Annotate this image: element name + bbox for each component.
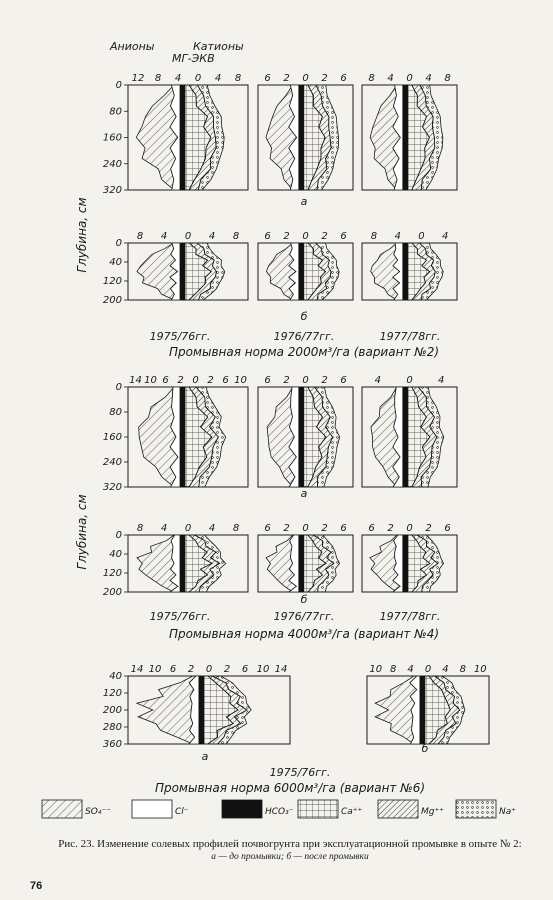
header-cations: Катионы xyxy=(193,40,244,53)
caption-main: Рис. 23. Изменение солевых профилей почвогрунта при эксплуатационной промывке в опыте № 2: xyxy=(58,838,522,850)
so4-area xyxy=(137,243,178,300)
axis-tick-label: 2 xyxy=(283,523,290,534)
year-label: 1976/77гг. xyxy=(273,610,335,623)
axis-tick-label: 2 xyxy=(321,73,328,84)
axis-tick-label: 10 xyxy=(473,664,487,675)
profile-panel xyxy=(258,73,353,190)
axis-tick-label: 6 xyxy=(368,523,375,534)
wash-norm-label: Промывная норма 2000м³/га (вариант №2) xyxy=(168,345,440,359)
depth-tick-label: 200 xyxy=(102,587,122,598)
hco3-band xyxy=(403,85,408,190)
profile-panel xyxy=(362,523,457,592)
axis-tick-label: 10 xyxy=(148,664,162,675)
axis-tick-label: 0 xyxy=(302,375,309,386)
header-units: МГ-ЭКВ xyxy=(172,52,215,65)
subfigure-label-a: а xyxy=(300,195,308,208)
axis-tick-label: 0 xyxy=(302,523,309,534)
axis-tick-label: 2 xyxy=(283,73,290,84)
axis-tick-label: 10 xyxy=(144,375,157,386)
year-label: 1975/76гг. xyxy=(149,330,211,343)
profile-panel xyxy=(362,231,457,300)
axis-tick-label: 4 xyxy=(387,73,394,84)
depth-tick-label: 160 xyxy=(102,132,122,144)
depth-tick-label: 0 xyxy=(115,80,122,91)
subfigure-label-a: а xyxy=(300,487,308,500)
hco3-band xyxy=(299,387,304,487)
depth-tick-label: 280 xyxy=(102,722,122,733)
depth-tick-label: 320 xyxy=(102,185,122,196)
profile-panel xyxy=(128,73,248,190)
depth-tick-label: 40 xyxy=(109,549,122,560)
axis-tick-label: 0 xyxy=(406,375,413,386)
axis-tick-label: 12 xyxy=(131,73,145,84)
axis-tick-label: 2 xyxy=(425,523,432,534)
axis-tick-label: 6 xyxy=(340,73,347,84)
subfigure-label-b: б xyxy=(300,310,308,323)
axis-tick-label: 2 xyxy=(207,375,214,386)
figure-caption xyxy=(40,838,540,864)
axis-tick-label: 8 xyxy=(232,231,240,242)
hco3-band xyxy=(180,535,185,592)
axis-tick-label: 2 xyxy=(187,664,195,675)
axis-tick-label: 4 xyxy=(214,73,222,84)
wash-norm-label: Промывная норма 6000м³/га (вариант №6) xyxy=(154,781,426,795)
axis-tick-label: 6 xyxy=(241,664,249,675)
axis-tick-label: 10 xyxy=(234,375,247,386)
depth-tick-label: 80 xyxy=(109,407,122,418)
legend-swatch-mg xyxy=(378,800,418,818)
axis-tick-label: 0 xyxy=(302,73,309,84)
year-label: 1975/76гг. xyxy=(149,610,211,623)
axis-tick-label: 8 xyxy=(154,73,162,84)
axis-tick-label: 0 xyxy=(205,664,213,675)
axis-tick-label: 4 xyxy=(374,375,382,386)
axis-tick-label: 8 xyxy=(136,231,144,242)
axis-tick-label: 6 xyxy=(340,523,347,534)
axis-tick-label: 2 xyxy=(283,375,290,386)
depth-tick-label: 0 xyxy=(115,530,122,541)
legend-label-hco3: HCO₃⁻ xyxy=(265,807,294,817)
axis-tick-label: 4 xyxy=(208,231,216,242)
axis-tick-label: 2 xyxy=(321,231,328,242)
so4-area xyxy=(136,85,177,190)
axis-tick-label: 0 xyxy=(192,375,199,386)
y-axis-label: Глубина, см xyxy=(75,494,89,570)
hco3-band xyxy=(299,243,304,300)
profile-panel xyxy=(367,664,489,744)
axis-tick-label: 2 xyxy=(177,375,184,386)
axis-tick-label: 4 xyxy=(160,523,168,534)
hco3-band xyxy=(180,243,185,300)
legend-swatch-so4 xyxy=(42,800,82,818)
axis-tick-label: 2 xyxy=(321,523,328,534)
subfigure-label-b: б xyxy=(300,593,308,606)
caption-sub: а — до промывки; б — после промывки xyxy=(211,852,369,862)
axis-tick-label: 4 xyxy=(160,231,168,242)
axis-tick-label: 14 xyxy=(274,664,288,675)
axis-tick-label: 6 xyxy=(264,375,271,386)
hco3-band xyxy=(180,387,185,487)
year-label: 1977/78гг. xyxy=(379,610,441,623)
depth-tick-label: 120 xyxy=(102,276,122,287)
hco3-band xyxy=(180,85,185,190)
axis-tick-label: 4 xyxy=(442,664,449,675)
legend-swatch-hco3 xyxy=(222,800,262,818)
axis-tick-label: 6 xyxy=(340,231,347,242)
hco3-band xyxy=(299,535,304,592)
year-label: 1977/78гг. xyxy=(379,330,441,343)
wash-norm-label: Промывная норма 4000м³/га (вариант №4) xyxy=(168,627,440,641)
depth-tick-label: 120 xyxy=(102,568,122,579)
axis-tick-label: 8 xyxy=(368,73,375,84)
depth-tick-label: 120 xyxy=(102,688,122,699)
legend-label-ca: Ca⁺⁺ xyxy=(341,807,363,817)
axis-tick-label: 6 xyxy=(162,375,169,386)
axis-tick-label: 6 xyxy=(222,375,229,386)
axis-tick-label: 4 xyxy=(425,73,432,84)
axis-tick-label: 8 xyxy=(444,73,451,84)
axis-tick-label: 8 xyxy=(459,664,467,675)
axis-tick-label: 6 xyxy=(169,664,177,675)
axis-tick-label: 6 xyxy=(444,523,451,534)
axis-tick-label: 8 xyxy=(232,523,240,534)
hco3-band xyxy=(199,676,204,744)
axis-tick-label: 8 xyxy=(234,73,242,84)
legend-label-na: Na⁺ xyxy=(499,807,516,817)
legend-swatch-ca xyxy=(298,800,338,818)
depth-tick-label: 40 xyxy=(109,671,122,682)
legend-label-mg: Mg⁺⁺ xyxy=(421,807,444,817)
hco3-band xyxy=(403,387,408,487)
legend-swatch-cl xyxy=(132,800,172,818)
axis-tick-label: 2 xyxy=(321,375,328,386)
hco3-band xyxy=(403,535,408,592)
axis-tick-label: 0 xyxy=(184,523,192,534)
axis-tick-label: 0 xyxy=(418,231,425,242)
axis-tick-label: 0 xyxy=(406,523,413,534)
axis-tick-label: 6 xyxy=(264,231,271,242)
legend-swatch-na xyxy=(456,800,496,818)
depth-tick-label: 360 xyxy=(102,739,122,750)
so4-area xyxy=(137,676,196,744)
axis-tick-label: 0 xyxy=(424,664,432,675)
header-anions: Анионы xyxy=(110,40,155,53)
profile-panel xyxy=(128,375,248,487)
depth-tick-label: 320 xyxy=(102,482,122,493)
year-label: 1975/76гг. xyxy=(269,766,331,779)
depth-tick-label: 200 xyxy=(102,705,122,716)
year-label: 1976/77гг. xyxy=(273,330,335,343)
axis-tick-label: 4 xyxy=(394,231,401,242)
depth-tick-label: 40 xyxy=(109,257,122,268)
axis-tick-label: 2 xyxy=(387,523,394,534)
axis-tick-label: 2 xyxy=(223,664,231,675)
depth-tick-label: 0 xyxy=(115,238,122,249)
axis-tick-label: 14 xyxy=(129,375,142,386)
axis-tick-label: 6 xyxy=(264,523,271,534)
axis-tick-label: 4 xyxy=(407,664,414,675)
profile-panel xyxy=(128,231,248,300)
hco3-band xyxy=(420,676,425,744)
axis-tick-label: 14 xyxy=(130,664,144,675)
axis-tick-label: 8 xyxy=(136,523,144,534)
depth-tick-label: 200 xyxy=(102,295,122,306)
depth-tick-label: 160 xyxy=(102,432,122,443)
axis-tick-label: 4 xyxy=(441,231,449,242)
depth-tick-label: 80 xyxy=(109,106,122,118)
legend-label-cl: Cl⁻ xyxy=(175,807,189,817)
page-number: 76 xyxy=(30,880,43,892)
axis-tick-label: 0 xyxy=(194,73,202,84)
axis-tick-label: 6 xyxy=(340,375,347,386)
axis-tick-label: 0 xyxy=(184,231,192,242)
depth-tick-label: 240 xyxy=(102,457,122,468)
subfigure-label-b: б xyxy=(421,742,429,755)
profile-panel xyxy=(258,375,353,487)
depth-tick-label: 240 xyxy=(102,158,122,170)
axis-tick-label: 8 xyxy=(389,664,397,675)
axis-tick-label: 0 xyxy=(406,73,413,84)
axis-tick-label: 2 xyxy=(283,231,290,242)
axis-tick-label: 6 xyxy=(264,73,271,84)
profile-panel xyxy=(258,231,353,300)
axis-tick-label: 10 xyxy=(256,664,270,675)
y-axis-label: Глубина, см xyxy=(75,197,89,273)
profile-panel xyxy=(128,523,248,592)
hco3-band xyxy=(403,243,408,300)
profile-panel xyxy=(362,375,457,487)
profile-panel xyxy=(258,523,353,592)
axis-tick-label: 0 xyxy=(302,231,309,242)
axis-tick-label: 4 xyxy=(174,73,182,84)
depth-tick-label: 0 xyxy=(115,382,122,393)
legend-label-so4: SO₄⁻⁻ xyxy=(85,807,111,817)
hco3-band xyxy=(299,85,304,190)
profile-panel xyxy=(362,73,457,190)
axis-tick-label: 4 xyxy=(437,375,445,386)
axis-tick-label: 10 xyxy=(369,664,383,675)
axis-tick-label: 4 xyxy=(208,523,216,534)
axis-tick-label: 8 xyxy=(370,231,378,242)
subfigure-label-a: а xyxy=(201,750,209,763)
profile-panel xyxy=(128,664,290,744)
